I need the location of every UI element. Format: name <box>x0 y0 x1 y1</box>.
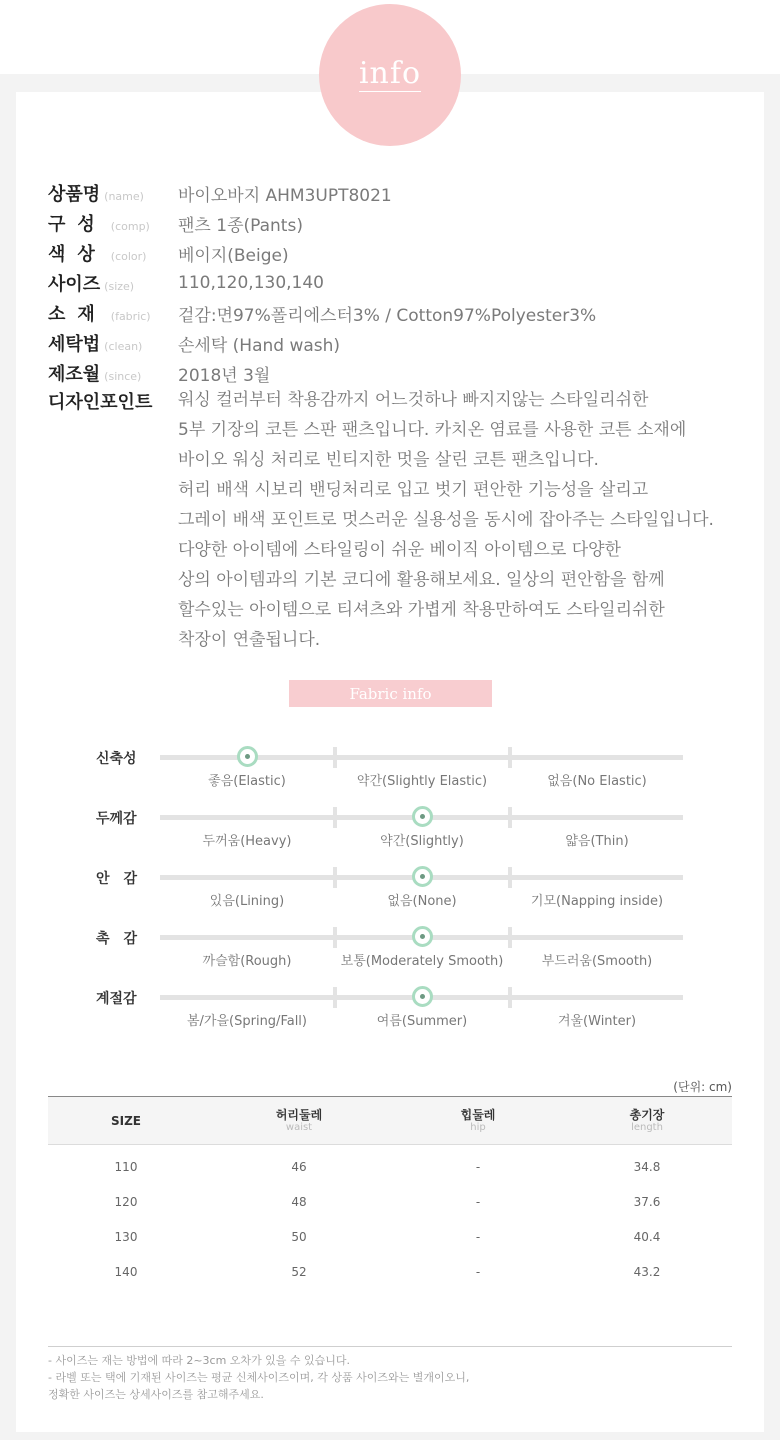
table-row <box>48 1219 732 1254</box>
spec-row <box>48 298 768 328</box>
fabric-scale <box>0 928 780 988</box>
spec-label: 상품명 <box>48 184 101 205</box>
notes-divider <box>48 1346 732 1347</box>
scale-track <box>160 755 683 760</box>
scale-option: 약간(Slightly Elastic) <box>356 774 488 789</box>
table-cell: 140 <box>114 1264 138 1279</box>
spec-key <box>48 360 178 386</box>
spec-key <box>48 300 178 326</box>
spec-label: 사이즈 <box>48 274 101 295</box>
table-cell: 37.6 <box>633 1194 661 1209</box>
spec-row <box>48 208 768 238</box>
note-line: - 사이즈는 재는 방법에 따라 2~3cm 오차가 있을 수 있습니다. <box>48 1354 351 1367</box>
spec-key <box>48 210 178 236</box>
design-line: 5부 기장의 코튼 스판 팬츠입니다. 카치온 염료를 사용한 코튼 소재에 <box>178 420 687 440</box>
spec-label-en: (fabric) <box>110 310 151 323</box>
scale-option: 보통(Moderately Smooth) <box>340 954 504 969</box>
size-header-cell <box>562 1097 732 1145</box>
spec-row <box>48 268 768 298</box>
spec-row <box>48 178 768 208</box>
unit-label: (단위: cm) <box>673 1080 732 1094</box>
spec-value: 손세탁 (Hand wash) <box>178 335 341 356</box>
scale-marker-icon <box>237 746 258 767</box>
table-cell: 43.2 <box>633 1264 661 1279</box>
scale-tick <box>508 987 512 1008</box>
size-header-cell <box>394 1097 562 1145</box>
table-cell: - <box>475 1159 481 1174</box>
table-row <box>48 1254 732 1289</box>
size-header-cell <box>48 1097 204 1145</box>
scale-marker-icon <box>412 806 433 827</box>
fabric-scale <box>0 748 780 808</box>
scale-track <box>160 875 683 880</box>
design-point-text <box>178 385 714 655</box>
info-badge <box>319 4 461 146</box>
scale-label: 계절감 <box>96 991 137 1007</box>
fabric-scale <box>0 868 780 928</box>
scale-option: 약간(Slightly) <box>380 834 464 849</box>
spec-label-en: (clean) <box>104 340 143 353</box>
table-cell: - <box>475 1194 481 1209</box>
spec-value: 2018년 3월 <box>178 365 271 386</box>
scale-option: 있음(Lining) <box>209 894 285 909</box>
scale-track <box>160 935 683 940</box>
table-cell: 50 <box>291 1229 307 1244</box>
scale-marker-icon <box>412 866 433 887</box>
scale-tick <box>508 867 512 888</box>
size-header-label: 허리둘레 <box>275 1107 323 1122</box>
spec-label-en: (size) <box>104 280 135 293</box>
scale-tick <box>333 747 337 768</box>
spec-key <box>48 180 178 206</box>
spec-label: 소재 <box>48 304 107 325</box>
design-point-row <box>48 388 768 655</box>
scale-label: 두께감 <box>96 811 137 827</box>
scale-option: 여름(Summer) <box>376 1014 468 1029</box>
info-title: info <box>358 55 422 91</box>
spec-row <box>48 328 768 358</box>
scale-track <box>160 815 683 820</box>
note-line: 정확한 사이즈는 상세사이즈를 참고해주세요. <box>48 1388 264 1401</box>
fabric-scale <box>0 988 780 1048</box>
design-line: 바이오 워싱 처리로 빈티지한 멋을 살린 코튼 팬츠입니다. <box>178 450 599 470</box>
design-line: 할수있는 아이템으로 티셔츠와 가볍게 착용만하여도 스타일리쉬한 <box>178 600 665 620</box>
note-line: - 라벨 또는 택에 기재된 사이즈는 평균 신체사이즈이며, 각 상품 사이즈와는 별개이오니, <box>48 1371 470 1384</box>
spec-key <box>48 270 178 296</box>
scale-tick <box>508 927 512 948</box>
table-cell: 120 <box>114 1194 138 1209</box>
table-row <box>48 1145 732 1185</box>
size-header-cell <box>204 1097 394 1145</box>
size-header-label: 힙둘레 <box>460 1107 496 1122</box>
scale-option: 없음(None) <box>387 894 457 909</box>
scale-tick <box>333 807 337 828</box>
spec-label: 색상 <box>48 244 107 265</box>
scale-track <box>160 995 683 1000</box>
spec-label: 세탁법 <box>48 334 101 355</box>
scale-option: 좋음(Elastic) <box>208 774 286 789</box>
scale-option: 얇음(Thin) <box>565 834 629 849</box>
design-point-label: 디자인포인트 <box>48 392 153 413</box>
table-row <box>48 1184 732 1219</box>
scale-option: 봄/가을(Spring/Fall) <box>186 1014 307 1029</box>
scale-marker-icon <box>412 986 433 1007</box>
spec-value: 110,120,130,140 <box>178 273 325 293</box>
table-cell: 52 <box>291 1264 307 1279</box>
design-line: 워싱 컬러부터 착용감까지 어느것하나 빠지지않는 스타일리쉬한 <box>178 390 649 410</box>
product-spec <box>48 178 768 655</box>
size-header-label-en: waist <box>285 1121 313 1133</box>
spec-value: 바이오바지 AHM3UPT8021 <box>178 185 392 206</box>
fabric-scale <box>0 808 780 868</box>
table-cell: 46 <box>291 1159 307 1174</box>
spec-label: 제조월 <box>48 364 101 385</box>
design-line: 다양한 아이템에 스타일링이 쉬운 베이직 아이템으로 다양한 <box>178 540 621 560</box>
scale-tick <box>333 927 337 948</box>
scale-tick <box>333 867 337 888</box>
spec-value: 팬츠 1종(Pants) <box>178 215 303 236</box>
design-line: 착장이 연출됩니다. <box>178 630 321 650</box>
size-header-label-en: hip <box>470 1121 486 1133</box>
size-header-label-en: length <box>631 1121 663 1133</box>
table-cell: 110 <box>114 1159 138 1174</box>
design-line: 허리 배색 시보리 밴딩처리로 입고 벗기 편안한 기능성을 살리고 <box>178 480 649 500</box>
spec-key <box>48 240 178 266</box>
spec-label-en: (name) <box>104 190 144 203</box>
spec-label-en: (comp) <box>110 220 150 233</box>
size-header-label: 총기장 <box>629 1107 665 1122</box>
spec-value: 겉감:면97%폴리에스터3% / Cotton97%Polyester3% <box>178 305 597 326</box>
spec-label: 구성 <box>48 214 107 235</box>
table-cell: 40.4 <box>633 1229 661 1244</box>
size-notes <box>48 1352 469 1403</box>
size-header-label: SIZE <box>110 1113 141 1128</box>
spec-value: 베이지(Beige) <box>178 245 289 266</box>
design-line: 그레이 배색 포인트로 멋스러운 실용성을 동시에 잡아주는 스타일입니다. <box>178 510 714 530</box>
scale-option: 없음(No Elastic) <box>547 774 647 789</box>
table-cell: 130 <box>114 1229 138 1244</box>
size-table-header <box>48 1097 732 1145</box>
fabric-info-banner <box>289 680 492 707</box>
scale-option: 까슬함(Rough) <box>202 954 292 969</box>
spec-row <box>48 238 768 268</box>
scale-tick <box>508 747 512 768</box>
table-cell: 48 <box>291 1194 307 1209</box>
scale-option: 부드러움(Smooth) <box>541 954 653 969</box>
table-cell: 34.8 <box>633 1159 661 1174</box>
scale-option: 겨울(Winter) <box>557 1014 637 1029</box>
scale-option: 두꺼움(Heavy) <box>202 834 292 849</box>
fabric-info-title: Fabric info <box>349 684 432 703</box>
scale-label: 신축성 <box>96 751 137 767</box>
scale-option: 기모(Napping inside) <box>530 894 664 909</box>
scale-marker-icon <box>412 926 433 947</box>
spec-label-en: (color) <box>110 250 147 263</box>
spec-row <box>48 358 768 388</box>
scale-label: 안감 <box>96 871 152 887</box>
size-table <box>48 1096 732 1289</box>
scale-tick <box>333 987 337 1008</box>
spec-key <box>48 330 178 356</box>
table-cell: - <box>475 1264 481 1279</box>
design-line: 상의 아이템과의 기본 코디에 활용해보세요. 일상의 편안함을 함께 <box>178 570 665 590</box>
scale-label: 촉감 <box>96 931 152 947</box>
scale-tick <box>508 807 512 828</box>
spec-label-en: (since) <box>104 370 142 383</box>
table-cell: - <box>475 1229 481 1244</box>
